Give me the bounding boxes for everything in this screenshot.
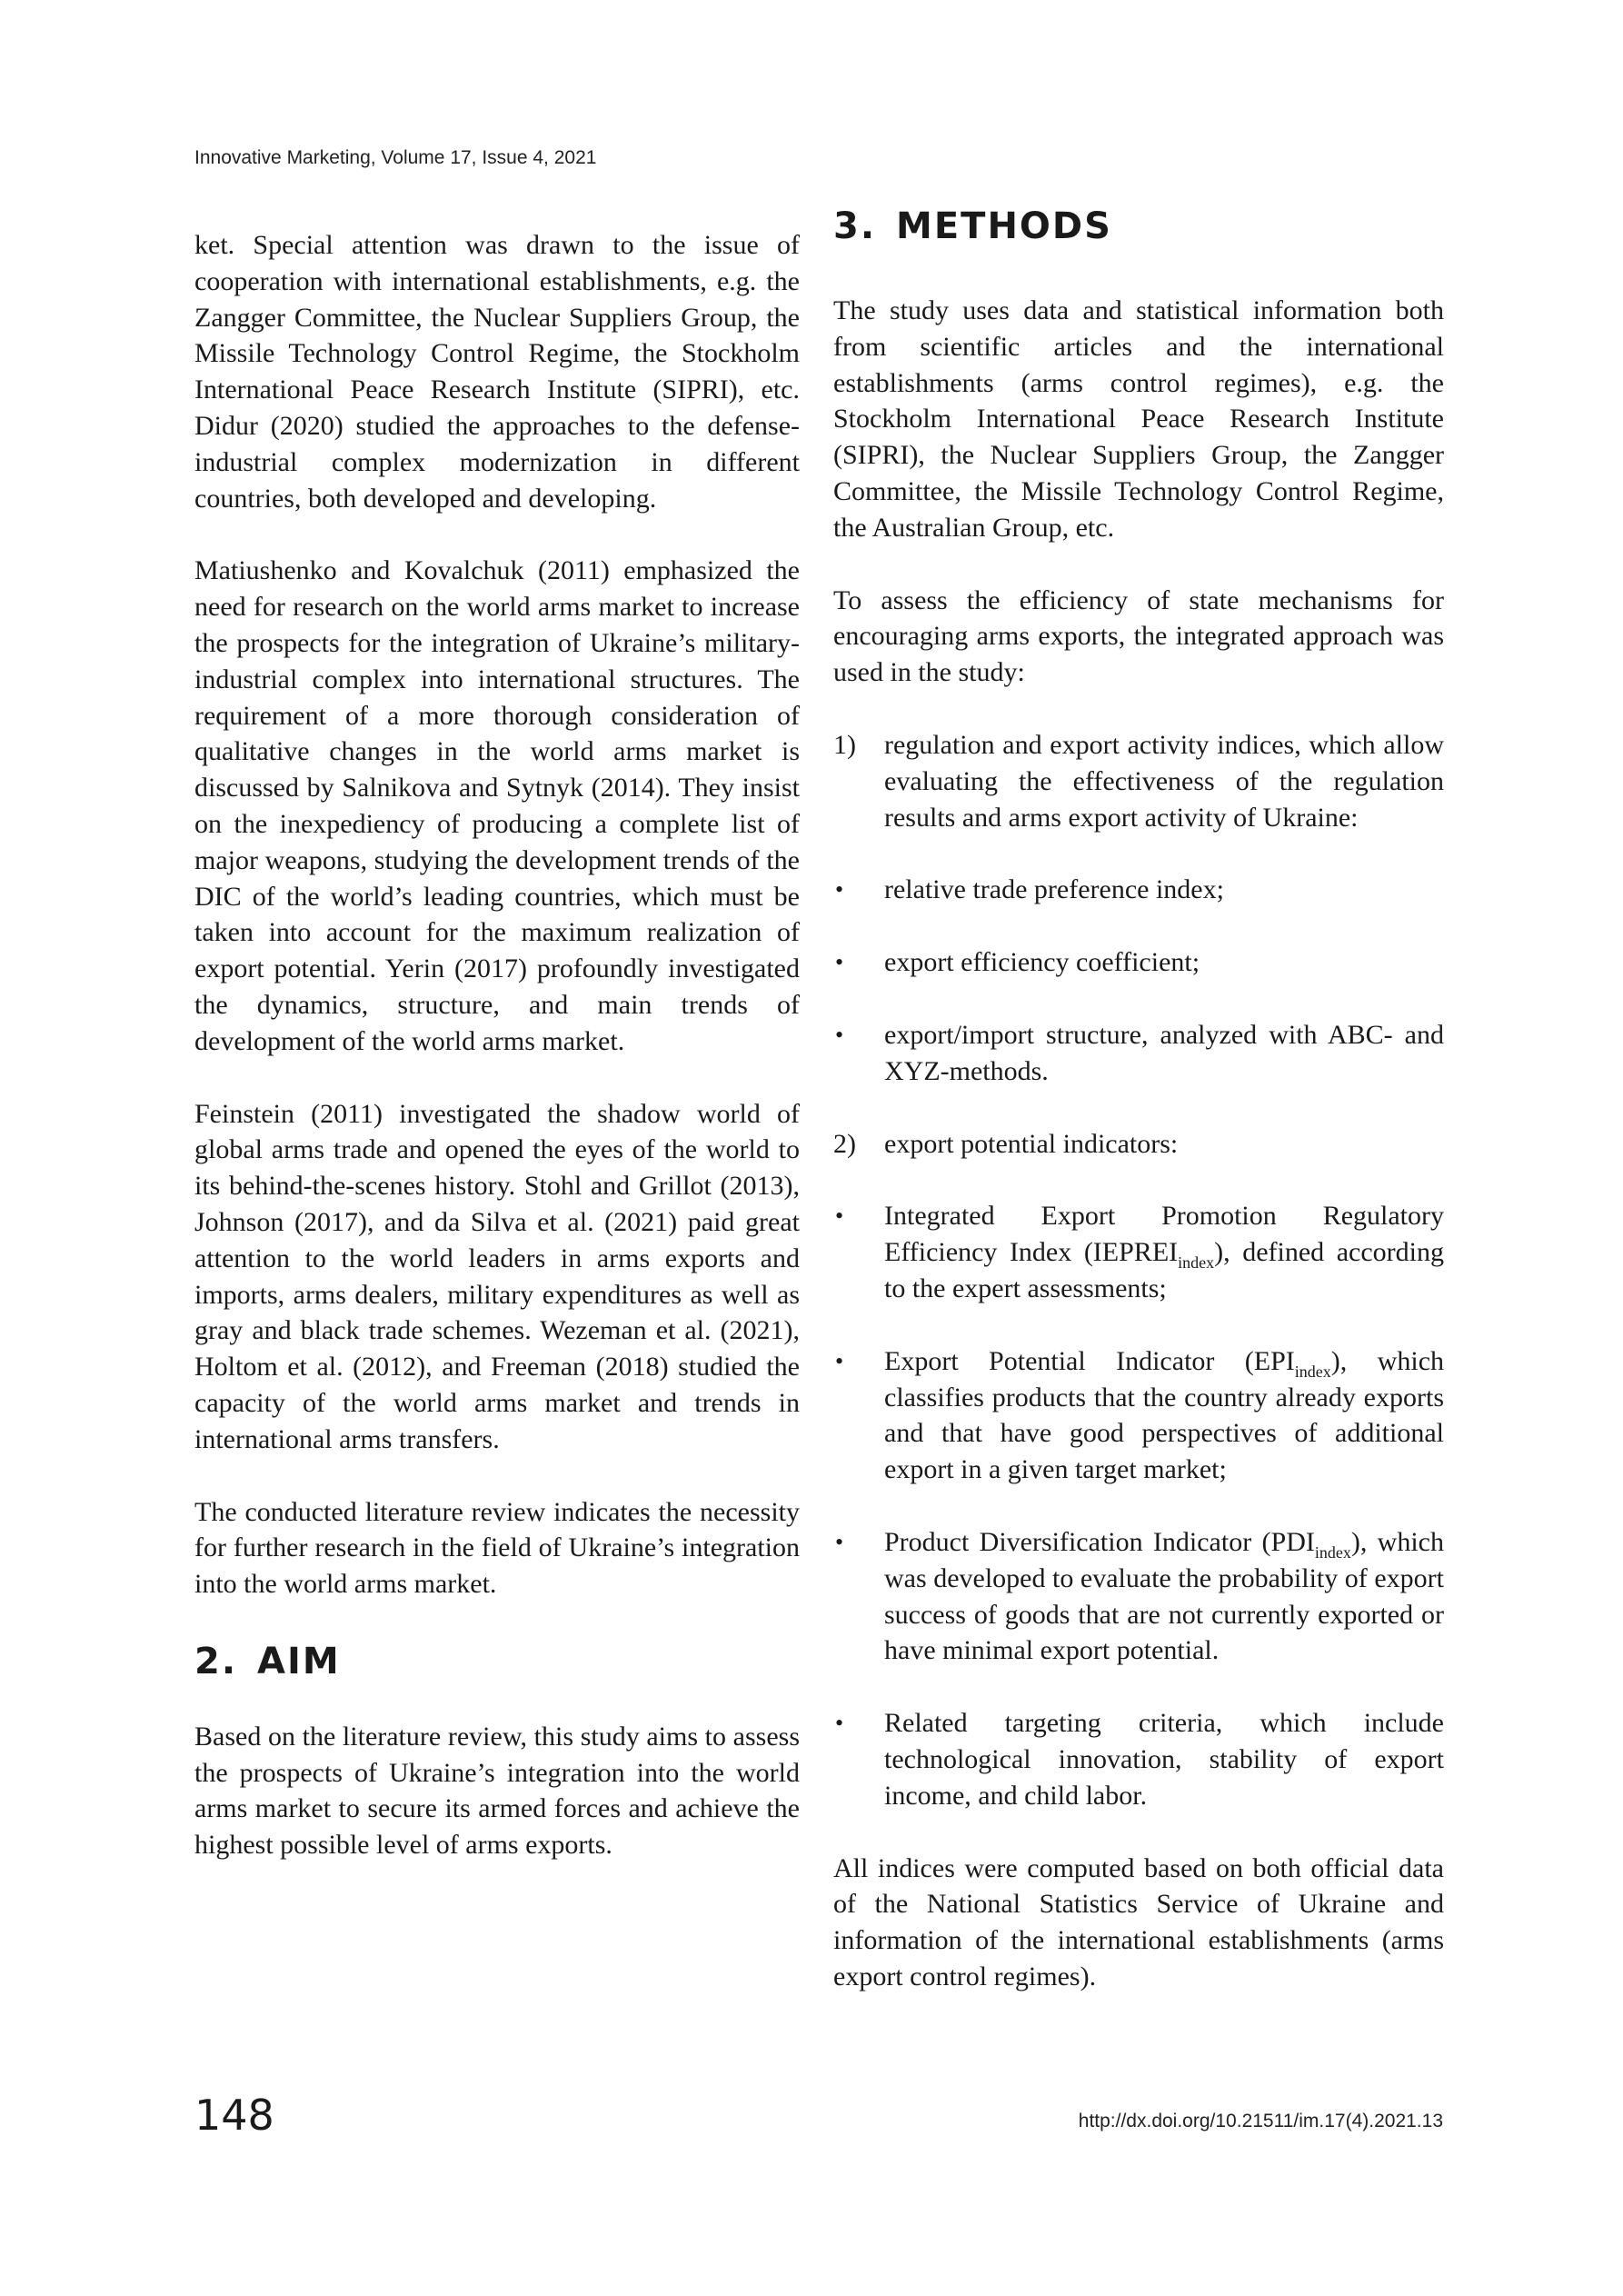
bullet-item bbox=[833, 1343, 1444, 1488]
pdi-text-after: ), which was developed to evaluate the probability of export success of goods that are not currently exported or have minimal export potential. bbox=[884, 1526, 1444, 1666]
left-column bbox=[194, 227, 800, 1900]
methods-paragraph-1: The study uses data and statistical information both from scientific articles and the international establishments (arms control regimes), e.g. the Stockholm International Peace Research Institute (SIPRI), the Nuclear Suppliers Group, the Zangger Committee, the Missile Technology Control Regime, the Australian Group, etc. bbox=[833, 295, 1444, 543]
bullet-marker: • bbox=[835, 1528, 844, 1555]
page-number: 148 bbox=[194, 2091, 274, 2140]
doi-link[interactable]: http://dx.doi.org/10.21511/im.17(4).2021.13 bbox=[1078, 2111, 1443, 2131]
bullet-text-relative-trade: relative trade preference index; bbox=[884, 874, 1224, 905]
list-marker-1: 1) bbox=[833, 729, 856, 760]
aim-heading-title: AIM bbox=[257, 1640, 341, 1682]
paragraph-literature-2: Matiushenko and Kovalchuk (2011) emphasized the need for research on the world arms market to increase the prospects for the integration of Ukraine’s military-industrial complex into international structures. The requirement of a more thorough consideration of qualitative changes in the world arms market is discussed by Salnikova and Sytnyk (2014). They insist on the inexpediency of producing a complete list of major weapons, studying the development trends of the DIC of the world’s leading countries, which must be taken into account for the maximum realization of export potential. Yerin (2017) profoundly investigated the dynamics, structure, and main trends of development of the world arms market. bbox=[194, 555, 800, 1056]
bullet-marker: • bbox=[835, 1203, 844, 1230]
bullet-text-pdi bbox=[884, 1524, 1444, 1669]
bullet-item bbox=[833, 872, 1444, 908]
list-item-1-text: regulation and export activity indices, which allow evaluating the effectiveness of the regulation results and arms export activity of Ukraine: bbox=[884, 729, 1444, 833]
methods-heading-title: METHODS bbox=[896, 205, 1112, 247]
bullet-marker: • bbox=[835, 1710, 844, 1737]
bullet-text-structure: export/import structure, analyzed with ABC- and XYZ-methods. bbox=[884, 1019, 1444, 1086]
paragraph-literature-3: Feinstein (2011) investigated the shadow world of global arms trade and opened the eyes of the world to its behind-the-scenes history. Stohl and Grillot (2013), Johnson (2017), and da Silva et al. (2021) paid great attention to the world leaders in arms exports and imports, arms dealers, military expenditures as well as gray and black trade schemes. Wezeman et al. (2021), Holtom et al. (2012), and Freeman (2018) studied the capacity of the world arms market and trends in international arms transfers. bbox=[194, 1098, 800, 1454]
epi-text-after: ), which classifies products that the country already exports and that have good perspectives of additional export in a given target market; bbox=[884, 1345, 1445, 1485]
pdi-subscript: index bbox=[1314, 1542, 1351, 1562]
list-item-2-text: export potential indicators: bbox=[884, 1128, 1179, 1159]
right-column bbox=[833, 204, 1444, 2031]
running-head: Innovative Marketing, Volume 17, Issue 4, 2021 bbox=[194, 147, 597, 168]
list-item-2 bbox=[833, 1126, 1444, 1163]
iepre-text-before: Integrated Export Promotion Regulatory Efficiency Index (IEPREI bbox=[884, 1201, 1444, 1268]
methods-heading-number: 3. bbox=[833, 205, 877, 247]
methods-heading bbox=[833, 204, 1444, 249]
bullet-text-epi bbox=[884, 1343, 1444, 1488]
epi-text-before: Export Potential Indicator (EPI bbox=[884, 1345, 1295, 1376]
aim-heading-number: 2. bbox=[194, 1640, 238, 1682]
bullet-item bbox=[833, 1524, 1444, 1669]
list-item-1 bbox=[833, 727, 1444, 835]
bullet-marker: • bbox=[835, 949, 844, 976]
bullet-item bbox=[833, 1705, 1444, 1813]
bullet-text-export-efficiency: export efficiency coefficient; bbox=[884, 947, 1200, 978]
list-marker-2: 2) bbox=[833, 1128, 856, 1159]
aim-paragraph: Based on the literature review, this study aims to assess the prospects of Ukraine’s integration into the world arms market to secure its armed forces and achieve the highest possible level of arms exports. bbox=[194, 1721, 800, 1861]
methods-paragraph-2: To assess the efficiency of state mechanisms for encouraging arms exports, the integrated approach was used in the study: bbox=[833, 584, 1444, 688]
epi-subscript: index bbox=[1294, 1362, 1331, 1381]
pdi-text-before: Product Diversification Indicator (PDI bbox=[884, 1526, 1315, 1557]
bullet-item bbox=[833, 1198, 1444, 1306]
bullet-item bbox=[833, 944, 1444, 981]
aim-heading bbox=[194, 1639, 800, 1684]
bullet-item bbox=[833, 1017, 1444, 1090]
methods-paragraph-3: All indices were computed based on both official data of the National Statistics Service of Ukraine and information of the international establishments (arms export control regimes). bbox=[833, 1852, 1444, 1992]
bullet-text-related-targeting: Related targeting criteria, which include technological innovation, stability of export income, and child labor. bbox=[884, 1708, 1444, 1811]
paragraph-literature-1: ket. Special attention was drawn to the issue of cooperation with international establishments, e.g. the Zangger Committee, the Nuclear Suppliers Group, the Missile Technology Control Regime, the Stockholm International Peace Research Institute (SIPRI), etc. Didur (2020) studied the approaches to the defense-industrial complex modernization in different countries, both developed and developing. bbox=[194, 230, 800, 514]
iepre-subscript: index bbox=[1178, 1253, 1215, 1273]
bullet-marker: • bbox=[835, 876, 844, 903]
paragraph-literature-4: The conducted literature review indicates the necessity for further research in the field of Ukraine’s integration into the world arms market. bbox=[194, 1496, 800, 1600]
bullet-text-iepre bbox=[884, 1198, 1444, 1306]
bullet-marker: • bbox=[835, 1021, 844, 1048]
bullet-marker: • bbox=[835, 1347, 844, 1374]
iepre-text-after: ), defined according to the expert assessments; bbox=[884, 1237, 1444, 1303]
